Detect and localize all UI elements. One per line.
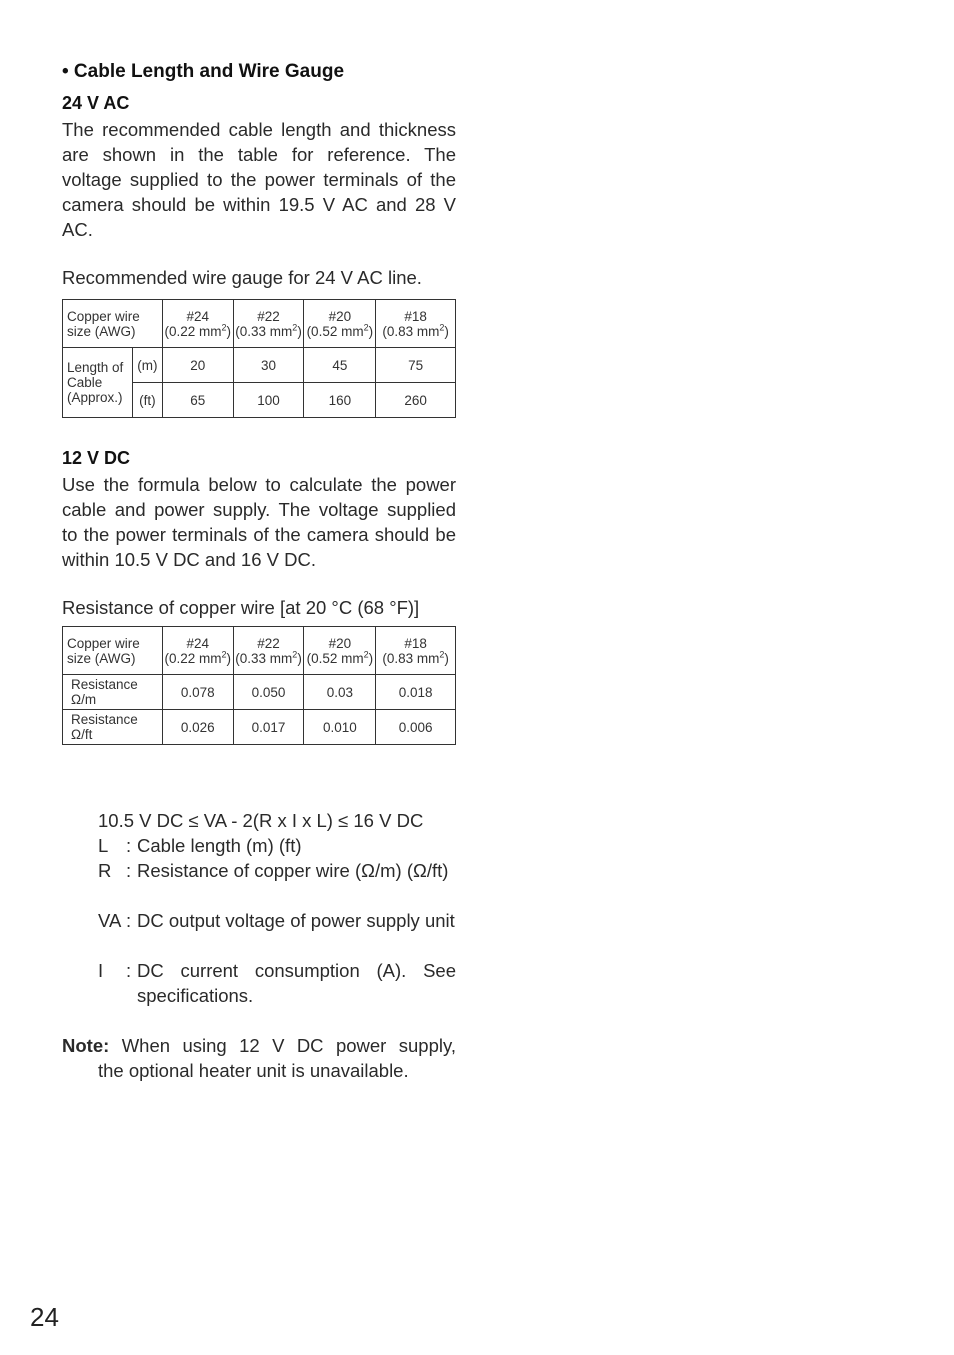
resistance-label: Resistance: [71, 712, 138, 727]
definition-item: [98, 908, 456, 933]
gauge-area-close: ): [226, 650, 232, 666]
dc-table-caption: Resistance of copper wire [at 20 °C (68 °F)]: [62, 597, 420, 618]
note-label: Note:: [62, 1035, 110, 1056]
gauge-area-close: ): [368, 323, 374, 339]
value-cell: 65: [162, 383, 233, 418]
gauge-awg: #18: [404, 308, 427, 324]
definition-item: [98, 858, 456, 883]
definition-text: DC output voltage of power supply unit: [137, 910, 455, 931]
gauge-area-exponent: 2: [221, 322, 227, 332]
gauge-awg: #20: [328, 308, 352, 324]
definition-item: [98, 833, 456, 858]
gauge-area-close: ): [444, 323, 449, 339]
dc-resistance-table: [62, 626, 456, 745]
gauge-area: (0.83 mm: [382, 323, 440, 339]
value-cell: 0.078: [162, 675, 233, 710]
gauge-area-close: ): [297, 650, 302, 666]
note-line-2: the optional heater unit is unavailable.: [98, 1060, 409, 1081]
definition-key: I: [98, 960, 104, 981]
value-cell: 30: [233, 348, 304, 383]
note-first-line: [62, 1033, 456, 1058]
definition-text: DC current consumption (A). See specifications.: [137, 960, 456, 1006]
gauge-area-close: ): [297, 323, 302, 339]
definition-colon: :: [126, 860, 132, 881]
dc-gauge-cell: [304, 627, 376, 675]
value-cell: 75: [376, 348, 456, 383]
dc-table-header-row: [63, 627, 456, 675]
dc-gauge-cell: [233, 627, 304, 675]
section-title: • Cable Length and Wire Gauge: [62, 61, 345, 82]
gauge-area: (0.22 mm: [164, 650, 222, 666]
table-row: [63, 675, 456, 710]
gauge-area-close: ): [226, 323, 232, 339]
gauge-area: (0.52 mm: [306, 650, 364, 666]
table-row: [63, 348, 456, 383]
value-cell: 0.006: [376, 710, 456, 745]
dc-heading: 12 V DC: [62, 448, 131, 468]
gauge-awg: #24: [186, 635, 210, 651]
voltage-formula: 10.5 V DC ≤ VA - 2(R x I x L) ≤ 16 V DC: [98, 810, 424, 831]
value-cell: 260: [376, 383, 456, 418]
unit-cell: (ft): [132, 383, 162, 418]
gauge-area-exponent: 2: [221, 649, 227, 659]
value-cell: 0.010: [304, 710, 376, 745]
value-cell: 0.050: [233, 675, 304, 710]
definition-colon: :: [126, 835, 132, 856]
ac-heading: 24 V AC: [62, 93, 130, 113]
gauge-area-exponent: 2: [439, 322, 445, 332]
gauge-area-exponent: 2: [292, 322, 298, 332]
value-cell: 100: [233, 383, 304, 418]
ac-gauge-cell: [162, 300, 233, 348]
value-cell: 0.017: [233, 710, 304, 745]
value-cell: 160: [304, 383, 376, 418]
resistance-label-cell: [63, 675, 163, 710]
gauge-area: (0.33 mm: [235, 323, 293, 339]
value-cell: 0.026: [162, 710, 233, 745]
ac-gauge-cell: [304, 300, 376, 348]
resistance-unit: Ω/m: [71, 692, 97, 707]
gauge-awg: #20: [328, 635, 352, 651]
dc-paragraph: Use the formula below to calculate the power cable and power supply. The voltage supplied to the power terminals of the camera should be within 10.5 V DC and 16 V DC.: [62, 474, 456, 570]
ac-table-header-row: [63, 300, 456, 348]
definition-colon: :: [126, 960, 132, 981]
dc-header-label: Copper wire size (AWG): [63, 627, 163, 675]
ac-gauge-cell: [233, 300, 304, 348]
unit-cell: (m): [132, 348, 162, 383]
gauge-awg: #22: [257, 635, 280, 651]
gauge-area-exponent: 2: [292, 649, 298, 659]
gauge-area-exponent: 2: [363, 322, 369, 332]
ac-paragraph: The recommended cable length and thickness are shown in the table for reference. The voltage supplied to the power terminals of the camera should be within 19.5 V AC and 28 V AC.: [62, 119, 456, 240]
definition-text: Resistance of copper wire (Ω/m) (Ω/ft): [137, 860, 449, 881]
resistance-label-cell: [63, 710, 163, 745]
ac-gauge-cell: [376, 300, 456, 348]
page-number: 24: [30, 1302, 59, 1332]
ac-wire-gauge-table: [62, 299, 456, 418]
gauge-area-close: ): [368, 650, 374, 666]
dc-gauge-cell: [162, 627, 233, 675]
dc-gauge-cell: [376, 627, 456, 675]
gauge-awg: #22: [257, 308, 280, 324]
resistance-label: Resistance: [71, 677, 138, 692]
ac-table-caption: Recommended wire gauge for 24 V AC line.: [62, 267, 422, 288]
gauge-awg: #18: [404, 635, 427, 651]
definition-text: Cable length (m) (ft): [137, 835, 302, 856]
gauge-area: (0.33 mm: [235, 650, 293, 666]
gauge-area-close: ): [444, 650, 449, 666]
table-row: [63, 710, 456, 745]
ac-header-label: Copper wire size (AWG): [63, 300, 163, 348]
gauge-area-exponent: 2: [363, 649, 369, 659]
definition-key: R: [98, 860, 112, 881]
value-cell: 0.018: [376, 675, 456, 710]
definition-key: VA: [98, 910, 122, 931]
note-line-1: When using 12 V DC power supply,: [121, 1035, 456, 1056]
value-cell: 20: [162, 348, 233, 383]
length-of-cable-label: Length of Cable (Approx.): [63, 348, 133, 418]
gauge-area: (0.22 mm: [164, 323, 222, 339]
resistance-unit: Ω/ft: [71, 727, 93, 742]
value-cell: 45: [304, 348, 376, 383]
gauge-area-exponent: 2: [439, 649, 445, 659]
definition-colon: :: [126, 910, 132, 931]
gauge-area: (0.83 mm: [382, 650, 440, 666]
value-cell: 0.03: [304, 675, 376, 710]
definition-item: [98, 958, 456, 1008]
gauge-area: (0.52 mm: [306, 323, 364, 339]
gauge-awg: #24: [186, 308, 210, 324]
definition-key: L: [98, 835, 109, 856]
note: [62, 1033, 456, 1083]
